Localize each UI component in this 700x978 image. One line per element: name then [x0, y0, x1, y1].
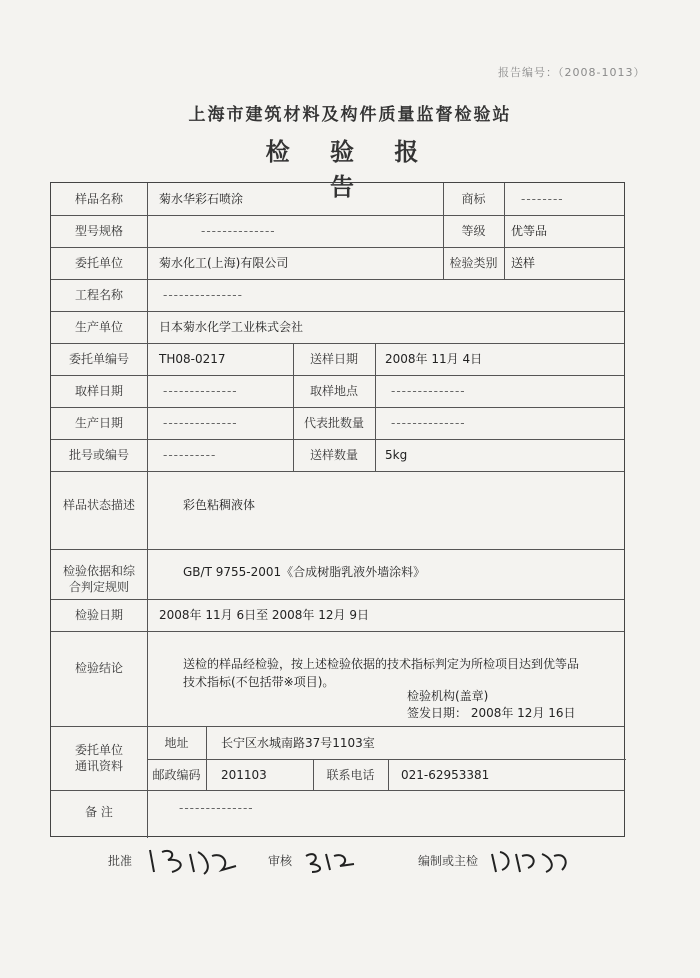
conclusion-label: 检验结论 [74, 661, 123, 675]
sampling-date-label: 取样日期 [74, 384, 123, 398]
address-value: 长宁区水城南路37号1103室 [221, 736, 375, 750]
order-no-label: 委托单编号 [68, 352, 129, 366]
manufacturer-label: 生产单位 [74, 320, 123, 334]
sampling-place-value: -------------- [391, 384, 466, 398]
send-quantity-label: 送样数量 [309, 448, 358, 462]
batch-quantity-label: 代表批数量 [303, 416, 364, 430]
sampling-date-value: -------------- [163, 384, 238, 398]
phone-label: 联系电话 [326, 768, 375, 782]
production-date-value: -------------- [163, 416, 238, 430]
reviewer-label: 审核 [268, 854, 293, 868]
production-date-label: 生产日期 [74, 416, 123, 430]
reviewer-signature [300, 846, 360, 876]
project-value: --------------- [163, 288, 243, 302]
report-number: 报告编号：（2008-1013） [498, 66, 646, 79]
basis-label-line2: 合判定规则 [68, 580, 129, 594]
sample-name-label: 样品名称 [74, 192, 123, 206]
document-title: 检 验 报 告 [265, 138, 435, 201]
conclusion-text-line1: 送检的样品经检验，按上述检验依据的技术指标判定为所检项目达到优等品 [183, 657, 580, 671]
batch-quantity-value: -------------- [391, 416, 466, 430]
trademark-value: -------- [521, 192, 564, 206]
issue-date: 签发日期： 2008年 12月 16日 [407, 706, 576, 720]
send-quantity-value: 5kg [385, 448, 408, 462]
manufacturer-value: 日本菊水化学工业株式会社 [159, 320, 304, 334]
inspection-type-label: 检验类别 [449, 256, 498, 270]
editor-label: 编制或主检 [418, 854, 479, 868]
approver-signature [142, 842, 242, 880]
trademark-label: 商标 [461, 192, 486, 206]
sample-name-value: 菊水华彩石喷涂 [159, 192, 244, 206]
remarks-value: -------------- [179, 801, 254, 815]
approver-label: 批准 [108, 854, 133, 868]
send-date-label: 送样日期 [309, 352, 358, 366]
phone-value: 021-62953381 [401, 768, 490, 782]
client-value: 菊水化工(上海)有限公司 [159, 256, 289, 270]
batch-no-label: 批号或编号 [68, 448, 129, 462]
conclusion-text-line2: 技术指标(不包括带※项目)。 [183, 675, 335, 689]
basis-label-line1: 检验依据和综 [62, 564, 135, 578]
grade-label: 等级 [461, 224, 486, 238]
contact-label-line2: 通讯资料 [74, 759, 123, 773]
institution-seal-text: 检验机构(盖章) [407, 689, 489, 703]
basis-value: GB/T 9755-2001《合成树脂乳液外墙涂料》 [183, 565, 426, 579]
batch-no-value: ---------- [163, 448, 217, 462]
inspection-form [50, 182, 625, 837]
project-label: 工程名称 [74, 288, 123, 302]
client-label: 委托单位 [74, 256, 123, 270]
send-date-value: 2008年 11月 4日 [385, 352, 483, 366]
model-label: 型号规格 [74, 224, 123, 238]
order-no-value: TH08-0217 [159, 352, 226, 366]
inspection-type-value: 送样 [511, 256, 536, 270]
postcode-value: 201103 [221, 768, 267, 782]
test-date-label: 检验日期 [74, 608, 123, 622]
sample-state-label: 样品状态描述 [62, 498, 135, 512]
sampling-place-label: 取样地点 [309, 384, 358, 398]
remarks-label: 备 注 [85, 805, 113, 819]
address-label: 地址 [164, 736, 189, 750]
editor-signature [486, 844, 576, 878]
model-value: -------------- [201, 224, 276, 238]
test-date-value: 2008年 11月 6日至 2008年 12月 9日 [159, 608, 369, 622]
sample-state-value: 彩色粘稠液体 [183, 498, 256, 512]
organization-name: 上海市建筑材料及构件质量监督检验站 [188, 105, 512, 125]
postcode-label: 邮政编码 [152, 768, 201, 782]
grade-value: 优等品 [511, 224, 548, 238]
contact-label-line1: 委托单位 [74, 743, 123, 757]
